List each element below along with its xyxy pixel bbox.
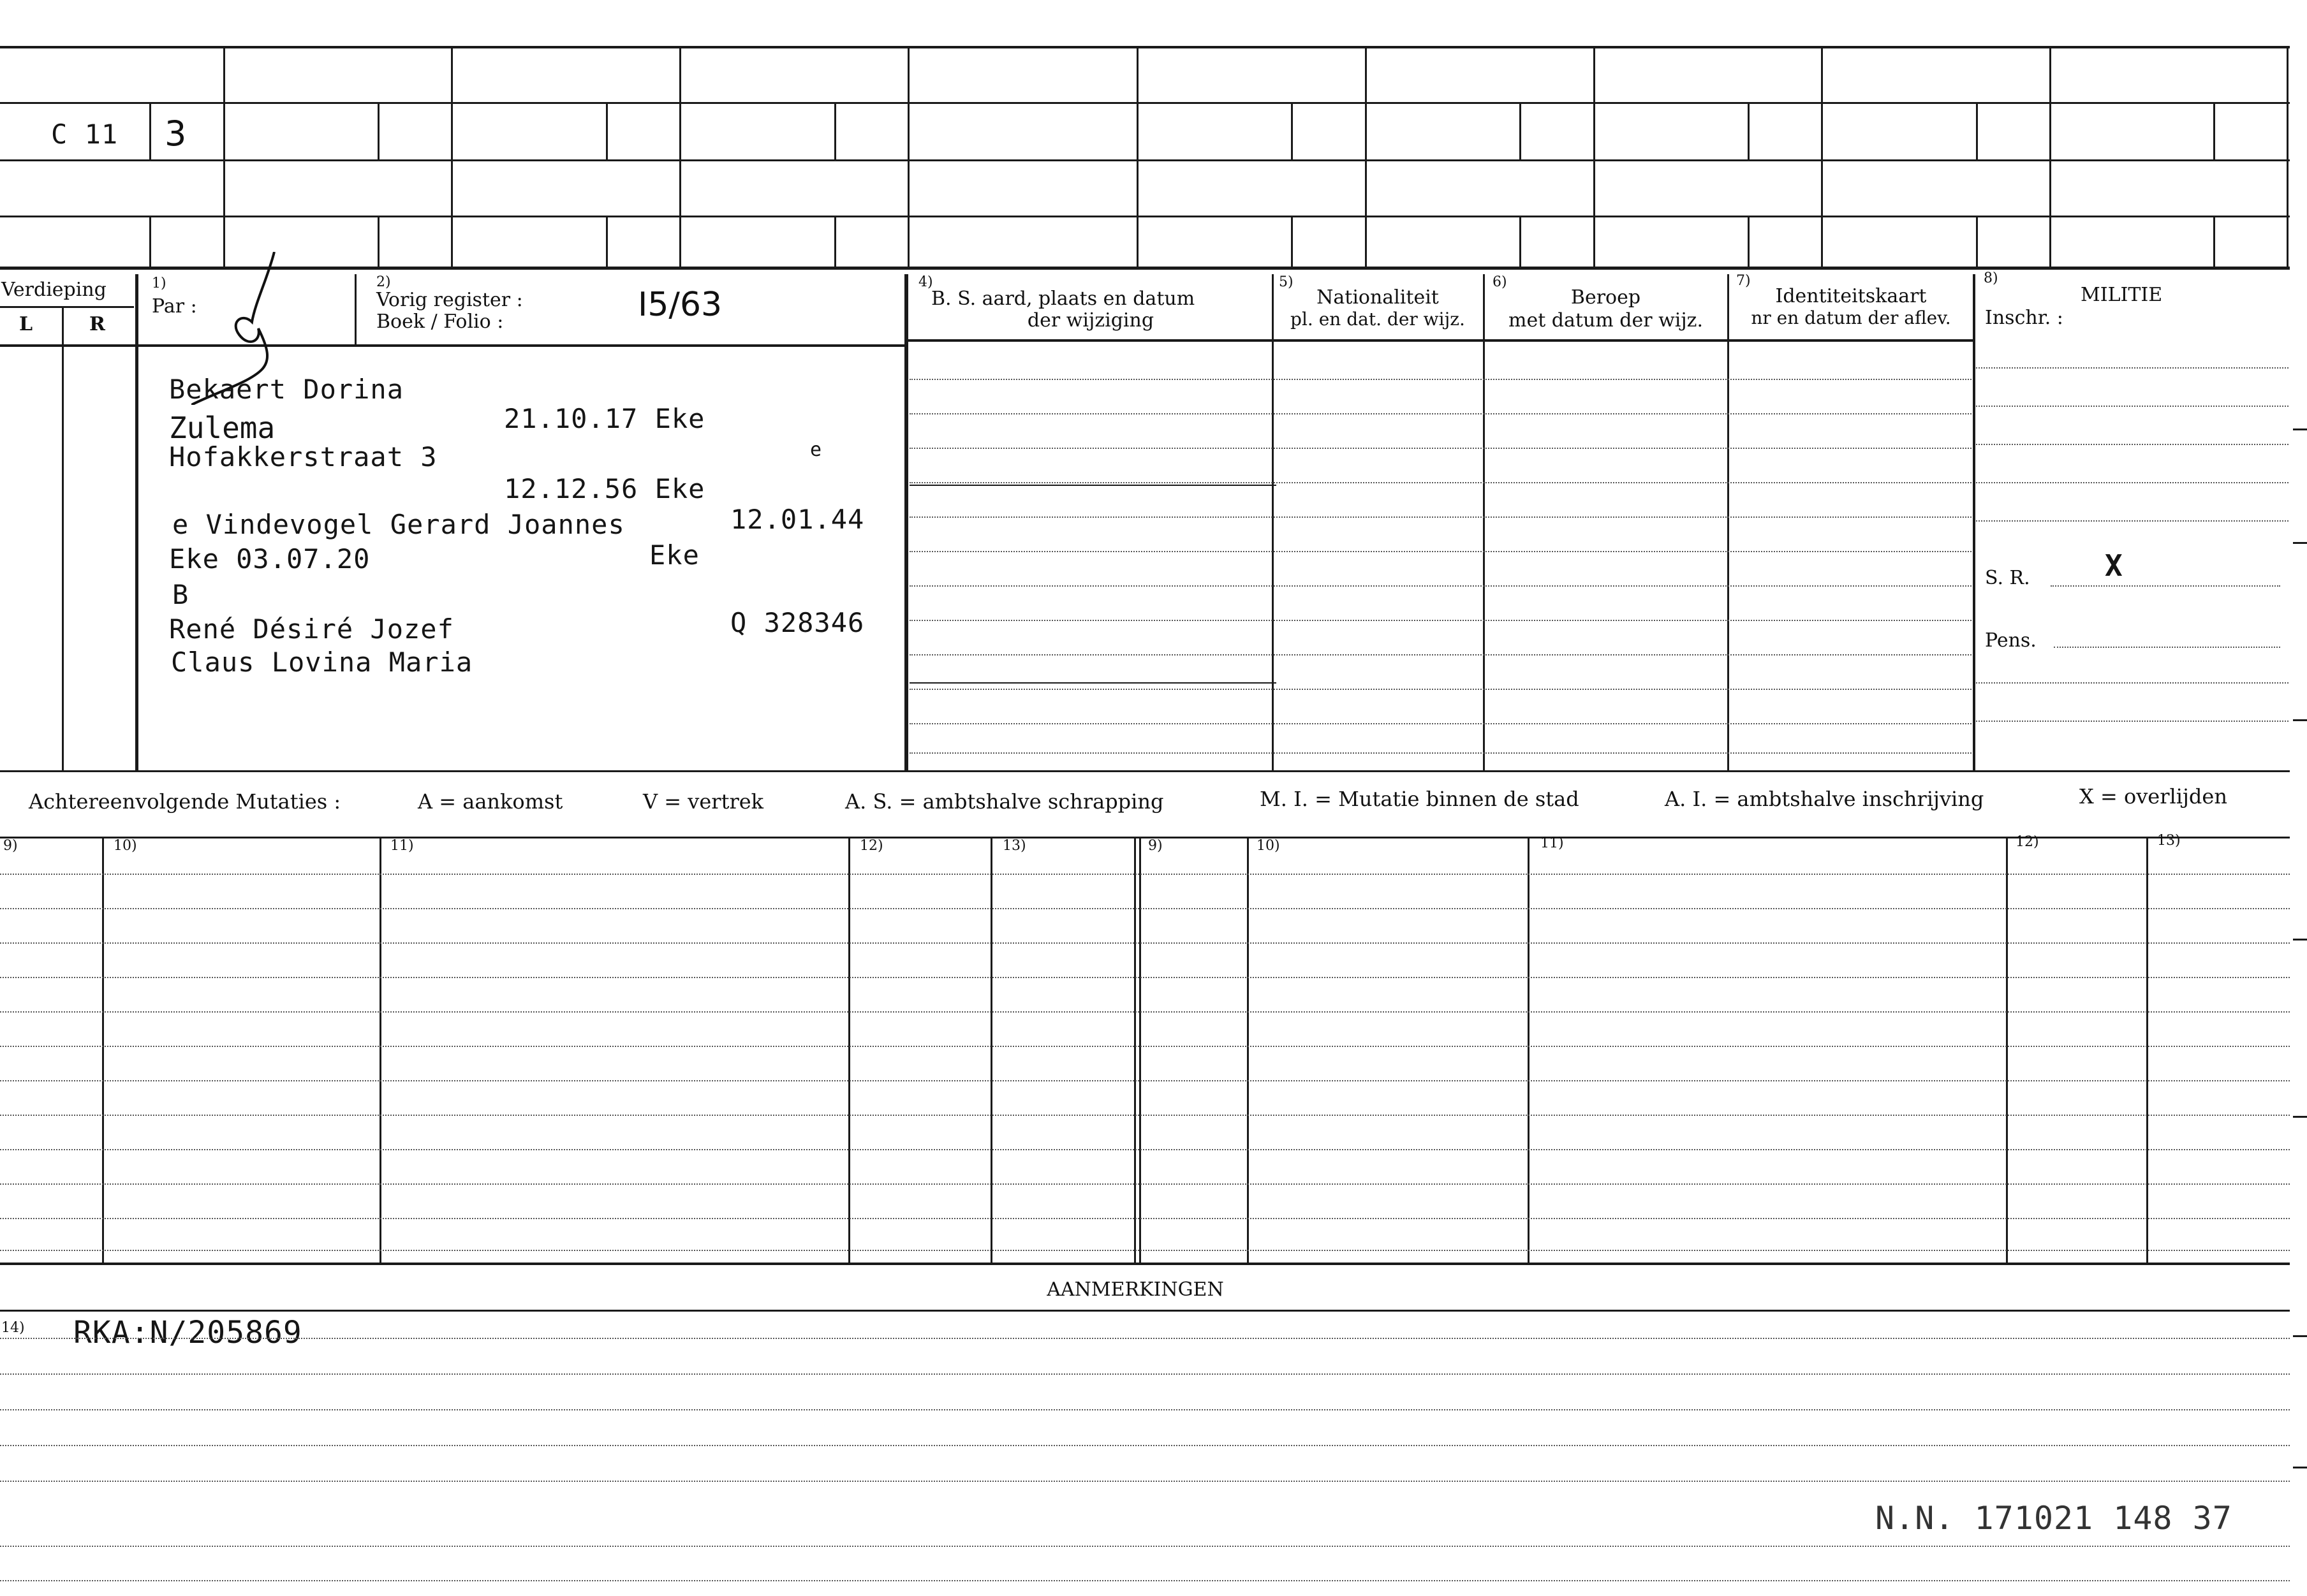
col2-value: I5/63: [638, 286, 723, 324]
col8-sr-value: X: [2105, 548, 2123, 583]
col4-label-1: B. S. aard, plaats en datum: [931, 288, 1195, 310]
col2-label-2: Boek / Folio :: [376, 311, 504, 333]
col8-sr: S. R.: [1985, 567, 2030, 589]
col5-label-1: Nationaliteit: [1316, 286, 1439, 309]
mut-col-12-left: 12): [860, 838, 883, 854]
mut-col-11-left: 11): [390, 838, 414, 854]
remarks-value: RKA:N/205869: [73, 1315, 302, 1351]
person-line-6: Eke 03.07.20: [169, 543, 371, 575]
person-line-6-place: Eke: [649, 539, 700, 571]
person-line-2-date: 21.10.17 Eke: [504, 403, 705, 434]
col5-label-2: pl. en dat. der wijz.: [1290, 309, 1465, 330]
cell-code: C 11: [51, 119, 119, 150]
person-line-4-date: 12.12.56 Eke: [504, 473, 705, 504]
person-line-5-date: 12.01.44: [730, 504, 865, 535]
mut-col-10-right: 10): [1257, 838, 1280, 854]
verdieping-r: R: [89, 313, 105, 335]
col6-label-2: met datum der wijz.: [1508, 309, 1703, 332]
col7-label-1: Identiteitskaart: [1775, 285, 1927, 307]
col7-number: 7): [1736, 273, 1751, 289]
mutation-x: X = overlijden: [2079, 784, 2227, 809]
mutation-v: V = vertrek: [643, 789, 764, 814]
person-line-8-code: Q 328346: [730, 607, 865, 638]
person-line-9: Claus Lovina Maria: [171, 647, 473, 678]
col1-number: 1): [152, 275, 166, 291]
col5-number: 5): [1279, 274, 1294, 290]
person-line-8: René Désiré Jozef: [169, 613, 454, 645]
person-line-7: B: [172, 579, 189, 610]
col8-pens: Pens.: [1985, 629, 2037, 652]
person-line-5: e Vindevogel Gerard Joannes: [172, 509, 625, 540]
verdieping-label: Verdieping: [1, 279, 107, 301]
mut-col-11-right: 11): [1540, 835, 1564, 851]
national-number: N.N. 171021 148 37: [1875, 1500, 2232, 1537]
mutation-mi: M. I. = Mutatie binnen de stad: [1260, 787, 1579, 811]
col8-label: MILITIE: [2081, 284, 2163, 306]
col4-number: 4): [918, 274, 933, 290]
person-line-2: Zulema: [169, 411, 276, 445]
remarks-number: 14): [1, 1320, 25, 1336]
mut-col-13-right: 13): [2157, 833, 2181, 849]
mutation-a: A = aankomst: [418, 789, 563, 814]
col7-label-2: nr en datum der aflev.: [1751, 307, 1951, 328]
col6-label-1: Beroep: [1570, 286, 1641, 309]
mut-col-12-right: 12): [2016, 834, 2039, 850]
remarks-title: AANMERKINGEN: [1047, 1278, 1224, 1301]
col4-label-2: der wijziging: [1027, 309, 1154, 332]
col1-label: Par :: [152, 295, 197, 318]
col2-label-1: Vorig register :: [376, 289, 523, 311]
mut-col-13-left: 13): [1003, 838, 1026, 854]
col8-inschr: Inschr. :: [1985, 307, 2063, 329]
person-line-3: Hofakkerstraat 3: [169, 441, 438, 472]
mutation-as: A. S. = ambtshalve schrapping: [845, 789, 1164, 814]
mutations-title: Achtereenvolgende Mutaties :: [29, 789, 341, 814]
cell-number: 3: [165, 113, 187, 154]
col2-number: 2): [376, 274, 391, 290]
person-line-1: Bekaert Dorina: [169, 374, 404, 405]
col6-number: 6): [1493, 274, 1507, 290]
person-line-3-mark: e: [810, 439, 823, 461]
mut-col-9-left: 9): [3, 838, 18, 854]
mutation-ai: A. I. = ambtshalve inschrijving: [1665, 787, 1984, 811]
verdieping-l: L: [19, 313, 33, 335]
mut-col-10-left: 10): [114, 838, 137, 854]
mut-col-9-right: 9): [1148, 838, 1163, 854]
col8-number: 8): [1984, 270, 1998, 286]
